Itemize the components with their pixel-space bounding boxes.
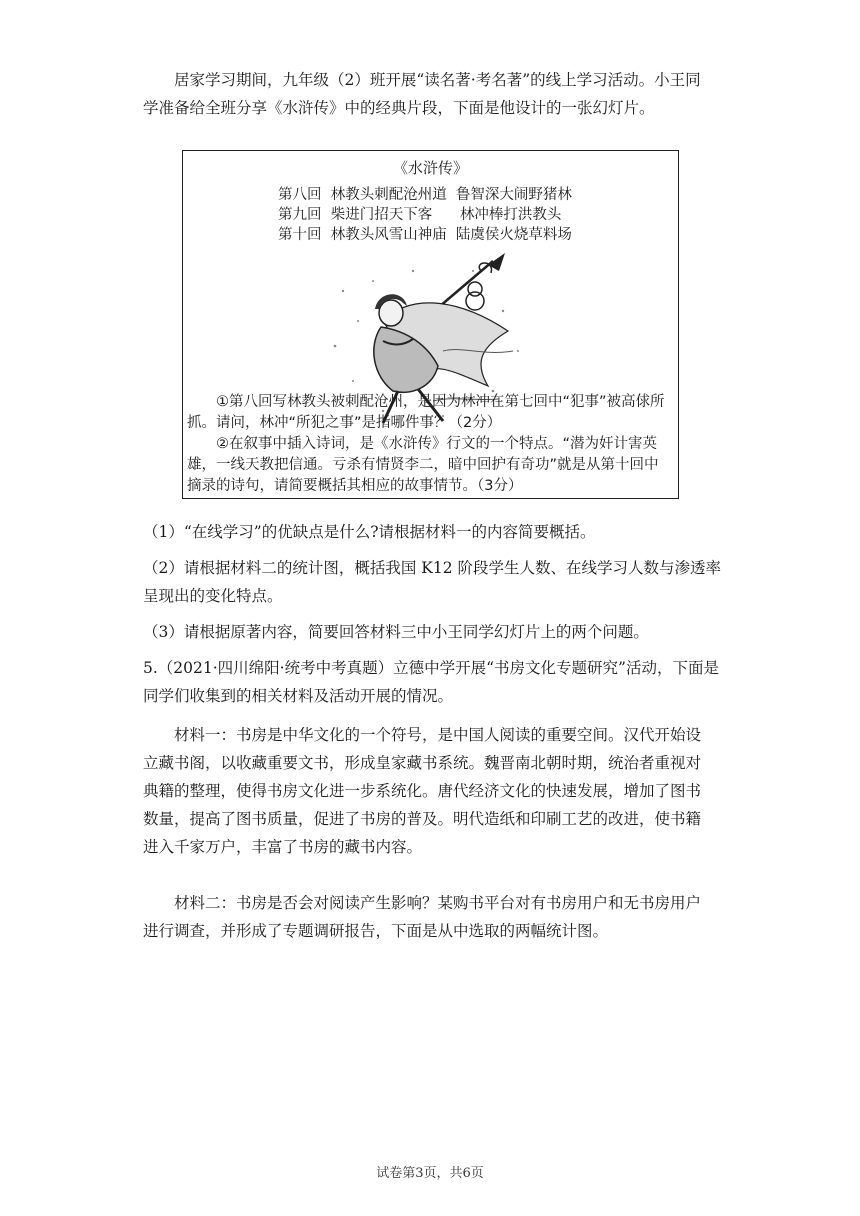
chapter-list [278,185,572,245]
question-2: （2）请根据材料二的统计图，概括我国 K12 阶段学生人数、在线学习人数与渗透率呈现出的变化特点。 [143,559,722,605]
question-3: （3）请根据原著内容，简要回答材料三中小王同学幻灯片上的两个问题。 [143,623,649,641]
material-2-paragraph: 材料二：书房是否会对阅读产生影响？某购书平台对有书房用户和无书房用户进行调查，并形成了专题调研报告，下面是从中选取的两幅统计图。 [143,894,702,940]
material-1-paragraph: 材料一：书房是中华文化的一个符号，是中国人阅读的重要空间。汉代开始设立藏书阁，以收藏重要文书，形成皇家藏书系统。魏晋南北朝时期，统治者重视对典籍的整理，使得书房文化进一步系统化。唐代经济文化的快速发展，增加了图书数量，提高了图书质量，促进了书房的普及。明代造纸和印刷工艺的改进，使书籍进入千家万户，丰富了书房的藏书内容。 [143,726,702,856]
slide-question-1: ①第八回写林教头被刺配沧州，是因为林冲在第七回中“犯事”被高俅所抓。请问，林冲“所犯之事”是指哪件事？（2分） [187,394,665,431]
slide-box [182,150,679,499]
chapter-8: 第八回 林教头刺配沧州道 鲁智深大闹野猪林 [278,187,572,203]
slide-question-2: ②在叙事中插入诗词，是《水浒传》行文的一个特点。“潜为奸计害英雄，一线天教把信通。亏杀有情贤李二，暗中回护有奇功”就是从第十回中摘录的诗句，请简要概括其相应的故事情节。（3分） [187,436,659,494]
chapter-10: 第十回 林教头风雪山神庙 陆虞侯火烧草料场 [278,227,572,243]
slide-title: 《水浒传》 [392,159,468,177]
problem-5-stem: 5.（2021·四川绵阳·统考中考真题）立德中学开展“书房文化专题研究”活动，下面是同学们收集到的相关材料及活动开展的情况。 [143,659,719,705]
question-1: （1）“在线学习”的优缺点是什么?请根据材料一的内容简要概括。 [143,523,596,541]
chapter-9: 第九回 柴进门招天下客 林冲棒打洪教头 [278,207,562,223]
slide-questions [187,392,667,497]
intro-paragraph: 居家学习期间，九年级（2）班开展“读名著·考名著”的线上学习活动。小王同学准备给全班分享《水浒传》中的经典片段，下面是他设计的一张幻灯片。 [143,71,701,117]
page-footer: 试卷第3页，共6页 [376,1166,484,1181]
